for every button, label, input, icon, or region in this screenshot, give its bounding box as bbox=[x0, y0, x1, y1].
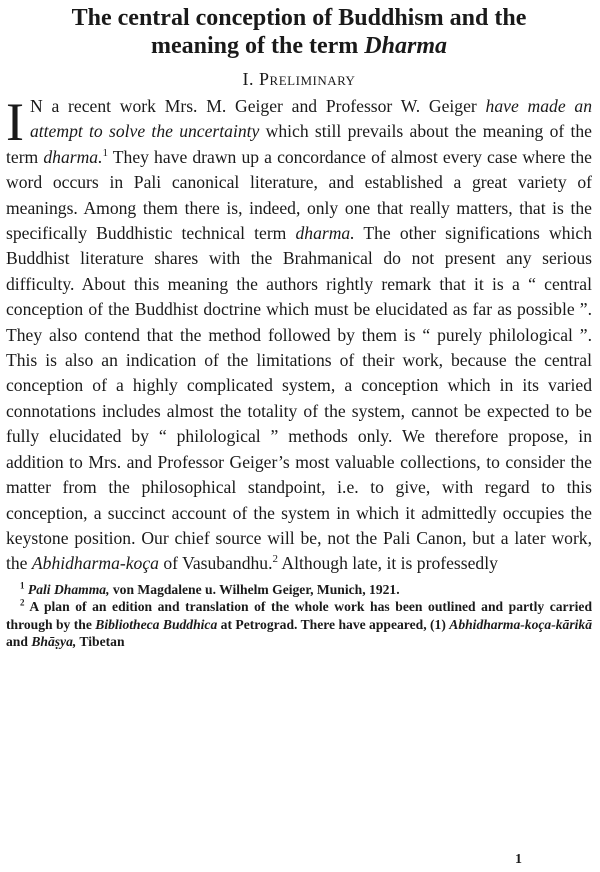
text-run: The other significations which Buddhist literature shares with the Brahmanical do not present any serious difficulty. About this meaning the authors rightly remark that it is a “ central conception of the Buddhist doctrine which must be elucidated as far as possible ”. They also contend that the method followed by them is “ purely philological ”. This is also an indication of the limitations of their work, because the central conception of a highly complicated system, a conception which in its varied connotations includes almost the totality of the system, cannot be expected to be fully elucidated by “ philological ” methods only. We therefore propose, in addition to Mrs. and Professor Geiger’s most valuable collections, to consider the matter from the philosophical standpoint, i.e. to give, with regard to this conception, a succinct account of the system in which it admittedly occupies the keystone position. Our chief source will be, not the Pali Canon, but a later work, the bbox=[6, 223, 592, 574]
footnote-2 bbox=[6, 598, 592, 651]
main-paragraph bbox=[6, 94, 592, 577]
italic-run: have made an attempt to solve the uncertainty bbox=[29, 96, 592, 142]
footnote-ref-1[interactable]: 1 bbox=[102, 146, 108, 159]
text-run: of Vasubandhu. bbox=[158, 553, 273, 574]
page-title bbox=[6, 4, 592, 60]
text-run: at Petrograd. There have appeared, (1) bbox=[217, 616, 450, 632]
drop-cap: I bbox=[6, 92, 24, 152]
page-number: 1 bbox=[515, 852, 522, 867]
section-number: I. bbox=[242, 69, 255, 89]
italic-run: Bhāṣya, bbox=[31, 634, 77, 650]
text-run: A plan of an edition and translation of the whole work has been outlined and partly carried through by the bbox=[6, 599, 592, 632]
text-run: and bbox=[6, 634, 32, 650]
italic-run: Abhidharma-koça bbox=[31, 553, 159, 574]
title-line-1: The central conception of Buddhism and the bbox=[71, 5, 527, 31]
footnote-ref-2[interactable]: 2 bbox=[272, 553, 278, 566]
text-run: which still prevails about the meaning of the term bbox=[6, 121, 592, 167]
italic-run: Abhidharma-koça-kārikā bbox=[449, 616, 592, 632]
title-term: Dharma bbox=[364, 33, 447, 59]
footnote-1 bbox=[6, 581, 592, 599]
section-title: Preliminary bbox=[259, 69, 356, 89]
text-run: von Magdalene u. Wilhelm Geiger, Munich, 1921. bbox=[109, 581, 400, 597]
italic-run: Pali Dhamma, bbox=[27, 581, 110, 597]
footnote-mark: 1 bbox=[20, 580, 25, 591]
footnotes bbox=[6, 581, 592, 651]
footnote-mark: 2 bbox=[20, 597, 25, 608]
text-run: Tibetan bbox=[76, 634, 125, 650]
text-run: They have drawn up a concordance of almost every case where the word occurs in Pali canonical literature, and established a great variety of meanings. Among them there is, indeed, only one that really matters, that is the specifically Buddhistic technical term bbox=[6, 146, 592, 244]
section-heading bbox=[6, 68, 592, 90]
text-run: Although late, it is professedly bbox=[278, 553, 498, 574]
italic-run: dharma. bbox=[295, 223, 355, 244]
title-line-2: meaning of the term bbox=[151, 33, 365, 59]
italic-run: dharma. bbox=[43, 146, 103, 167]
text-run: N a recent work Mrs. M. Geiger and Professor W. Geiger bbox=[29, 96, 486, 116]
italic-run: Bibliotheca Buddhica bbox=[95, 616, 218, 632]
